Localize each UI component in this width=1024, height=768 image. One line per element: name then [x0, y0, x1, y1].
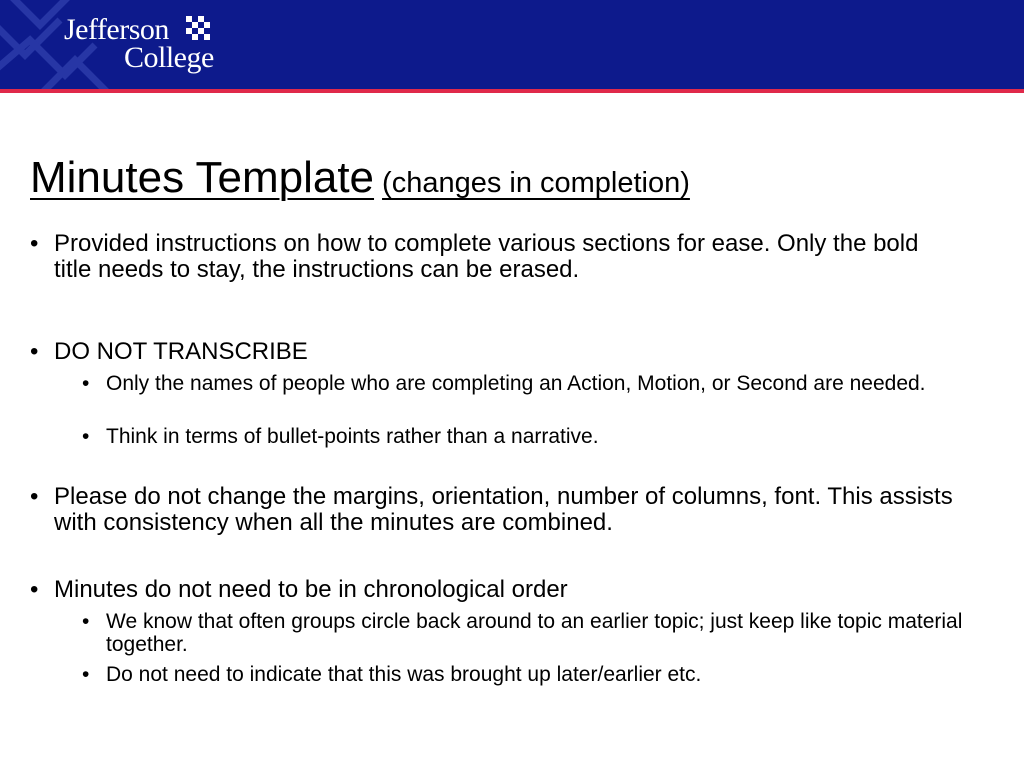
title-subtitle: (changes in completion) [382, 167, 690, 199]
header-divider [0, 89, 1024, 93]
bullet-icon: • [30, 338, 39, 365]
checker-icon [186, 16, 212, 42]
sub-bullet-item: Only the names of people who are completing an Action, Motion, or Second are needed. [106, 372, 926, 395]
title-main: Minutes Template [30, 153, 375, 202]
sub-bullet-item: We know that often groups circle back around to an earlier topic; just keep like topic material together. [106, 610, 963, 656]
bullet-icon: • [30, 483, 39, 510]
bullet-icon: • [30, 230, 39, 257]
sub-bullet-item: Think in terms of bullet-points rather than a narrative. [106, 425, 599, 448]
bullet-item: Provided instructions on how to complete various sections for ease. Only the bold title needs to stay, the instructions can be erased. [54, 230, 919, 283]
slide-title [30, 148, 690, 218]
header-banner [0, 0, 1024, 89]
bullet-item: DO NOT TRANSCRIBE [54, 338, 308, 365]
sub-bullet-item: Do not need to indicate that this was brought up later/earlier etc. [106, 663, 702, 686]
sub-bullet-icon: • [82, 425, 90, 448]
logo-text-line2: College [124, 41, 214, 74]
bullet-item: Minutes do not need to be in chronological order [54, 576, 568, 603]
bullet-item: Please do not change the margins, orientation, number of columns, font. This assists with consistency when all the minutes are combined. [54, 483, 953, 536]
college-logo[interactable] [64, 14, 224, 78]
sub-bullet-icon: • [82, 610, 90, 633]
sub-bullet-icon: • [82, 372, 90, 395]
sub-bullet-icon: • [82, 663, 90, 686]
logo-text-line1: Jefferson [64, 13, 169, 46]
bullet-icon: • [30, 576, 39, 603]
